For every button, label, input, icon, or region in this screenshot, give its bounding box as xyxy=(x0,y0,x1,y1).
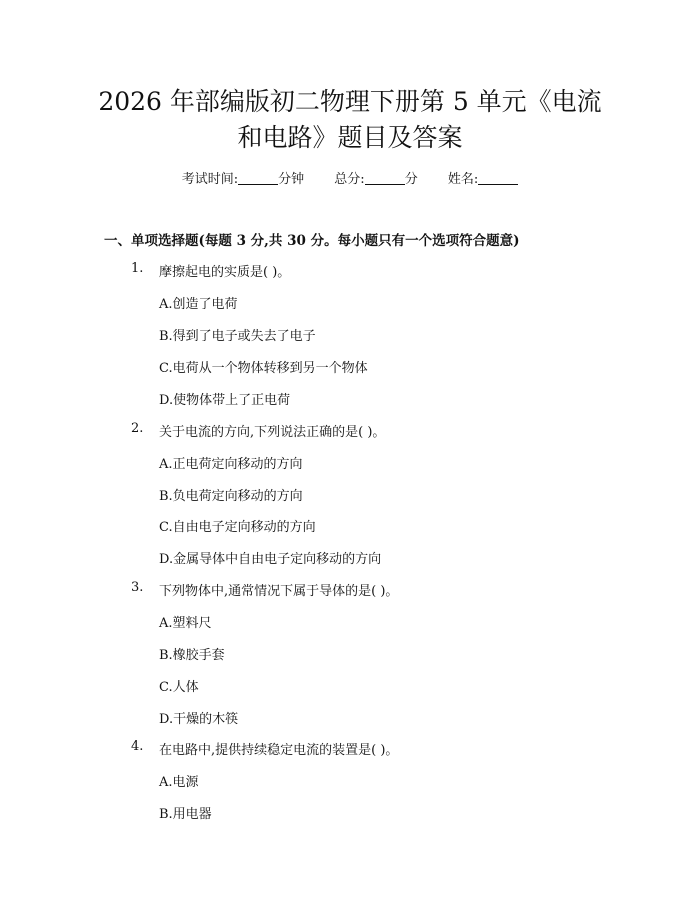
question-number: 4. xyxy=(131,739,144,754)
student-name-label: 姓名: xyxy=(447,172,479,187)
option-d: D.干燥的木筷 xyxy=(159,712,239,727)
option-b: B.负电荷定向移动的方向 xyxy=(159,489,303,504)
option-a: A.正电荷定向移动的方向 xyxy=(159,457,303,472)
student-name-blank xyxy=(478,171,518,185)
option-c: C.人体 xyxy=(159,680,199,695)
option-b: B.橡胶手套 xyxy=(159,648,225,663)
option-a: A.电源 xyxy=(159,775,199,790)
option-c: C.电荷从一个物体转移到另一个物体 xyxy=(159,361,368,376)
option-a: A.塑料尺 xyxy=(159,616,212,631)
exam-time-label: 考试时间: xyxy=(181,172,239,187)
question-text: 下列物体中,通常情况下属于导体的是( )。 xyxy=(159,584,399,599)
exam-time-field xyxy=(182,168,304,187)
option-a: A.创造了电荷 xyxy=(159,297,238,312)
total-score-label: 总分: xyxy=(334,172,365,187)
question-text: 在电路中,提供持续稳定电流的装置是( )。 xyxy=(159,743,399,758)
section-heading: 一、单项选择题(每题 3 分,共 30 分。每小题只有一个选项符合题意) xyxy=(104,233,520,249)
option-d: D.金属导体中自由电子定向移动的方向 xyxy=(159,552,382,567)
option-b: B.用电器 xyxy=(159,807,212,822)
exam-time-unit: 分钟 xyxy=(278,172,305,187)
total-score-field xyxy=(334,168,417,187)
document-title-line-2: 和电路》题目及答案 xyxy=(237,123,463,152)
document-title-line-1: 2026 年部编版初二物理下册第 5 单元《电流 xyxy=(98,87,602,116)
question-text: 摩擦起电的实质是( )。 xyxy=(159,265,291,280)
total-score-blank xyxy=(365,171,405,185)
exam-time-blank xyxy=(238,171,278,185)
option-b: B.得到了电子或失去了电子 xyxy=(159,329,316,344)
exam-info-bar xyxy=(0,168,700,187)
question-number: 1. xyxy=(131,261,144,276)
option-c: C.自由电子定向移动的方向 xyxy=(159,520,316,535)
option-d: D.使物体带上了正电荷 xyxy=(159,393,291,408)
question-number: 2. xyxy=(131,421,144,436)
question-number: 3. xyxy=(131,580,144,595)
total-score-unit: 分 xyxy=(404,172,418,187)
question-text: 关于电流的方向,下列说法正确的是( )。 xyxy=(159,425,386,440)
student-name-field xyxy=(448,168,518,187)
